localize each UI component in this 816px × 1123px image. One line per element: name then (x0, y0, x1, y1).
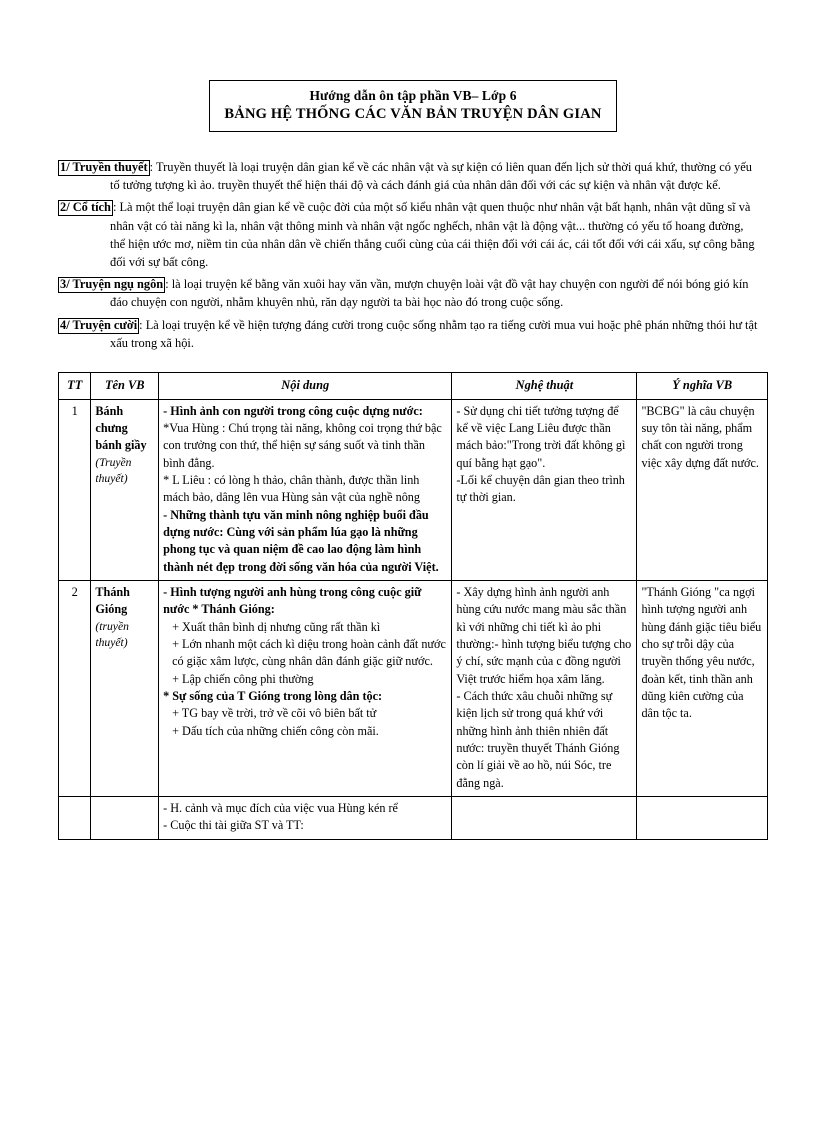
definition-lead-2: : Là một thể loại truyện dân gian kể về cuộc đời của một số kiểu nhân vật quen thuộc như nhân vật bất hạnh, nhân vật dũng sĩ và (112, 200, 751, 215)
art-line: - Cách thức xâu chuỗi những sự kiện lịch sử trong quá khứ với những hình ảnh thiên nhiên đất nước: truyền thuyết Thánh Gióng còn lí giải về ao hồ, núi Sóc, tre đằng ngà. (456, 689, 620, 790)
row-meaning (637, 581, 768, 797)
document-subtitle: Hướng dẫn ôn tập phần VB– Lớp 6 (309, 88, 517, 103)
row-title (91, 581, 159, 797)
art-line: - Xây dựng hình ảnh người anh hùng cứu nước mang màu sắc thần kì với những chi tiết kì ảo phi thường:- hình tượng biểu tượng cho ý chí, sức mạnh của c đồng người Việt trước hiểm họa xâm lăng. (456, 585, 632, 686)
definition-line: tố tưởng tượng kì ảo. truyền thuyết thể hiện thái độ và cách đánh giá của nhân dân đối với các sự kiện và nhân vật được kể. (110, 178, 721, 193)
definition-lead-1: : Truyền thuyết là loại truyện dân gian kể về các nhân vật và sự kiện có liên quan đến lịch sử thời quá khứ, thường có yếu (149, 159, 752, 174)
column-header-ten-vb: Tên VB (91, 373, 159, 400)
table-row (59, 796, 768, 839)
meaning-line: "Thánh Gióng "ca ngợi hình tượng người anh hùng đánh giặc tiêu biểu cho sự trỗi dậy của truyền thống yêu nước, đoàn kết, tinh thần anh dũng kiên cường của dân tộc ta. (641, 585, 762, 721)
row-number: 1 (59, 399, 91, 580)
definition-line: xấu trong xã hội. (110, 335, 194, 350)
content-line: + Lập chiến công phi thường (172, 671, 314, 686)
art-line: -Lối kể chuyện dân gian theo trình tự thời gian. (456, 473, 625, 505)
row-art (452, 399, 637, 580)
table-row (59, 399, 768, 580)
definition-line: nhân vật có tài năng kì la, nhân vật thông minh và nhân vật ngốc nghếch, nhân vật là động vật... thường có yếu tố hoang đường, (110, 218, 744, 233)
table-header-row (59, 373, 768, 400)
definition-line: đối với sự bất công. (110, 254, 209, 269)
title-block (58, 80, 768, 132)
content-line: - H. cảnh và mục đích của việc vua Hùng kén rể (163, 800, 398, 815)
definitions-section (58, 158, 768, 352)
row-number (59, 796, 91, 839)
definition-line: đáo chuyện con người, nhằm khuyên nhủ, răn dạy người ta bài học nào đó trong cuộc sống. (110, 295, 564, 310)
document-title: BẢNG HỆ THỐNG CÁC VĂN BẢN TRUYỆN DÂN GIAN (224, 106, 602, 123)
content-line: + Dấu tích của những chiến công còn mãi. (172, 723, 379, 738)
meaning-line: "BCBG" là câu chuyện suy tôn tài năng, phẩm chất con người trong việc xây dựng đất nước. (641, 403, 759, 470)
definition-label-2: 2/ Cổ tích (60, 200, 111, 215)
row-meaning (637, 399, 768, 580)
content-line: + Xuất thân bình dị nhưng cũng rất thần kì (172, 619, 381, 634)
summary-table (58, 372, 768, 839)
row-title (91, 399, 159, 580)
definition-line: thể hiện ước mơ, niềm tin của nhân dân về chiến thắng cuối cùng của cái thiện đối với cái ác, cái tốt đối với cái xấu, sự công bằng (110, 236, 755, 251)
content-line: + Lớn nhanh một cách kì diệu trong hoàn cảnh đất nước có giặc xâm lược, cùng nhân dân đánh giặc giữ nước. (172, 637, 446, 669)
content-line: * Sự sống của T Gióng trong lòng dân tộc: (163, 689, 383, 704)
vb-name-line: chưng (95, 421, 128, 436)
definition-label-3: 3/ Truyện ngụ ngôn (60, 277, 164, 292)
definition-item-3 (58, 275, 768, 311)
content-line: - Cuộc thi tài giữa ST và TT: (163, 818, 304, 833)
content-line: - Hình tượng người anh hùng trong công cuộc giữ nước * Thánh Gióng: (163, 585, 422, 617)
title-box (209, 80, 616, 132)
definition-lead-4: : Là loại truyện kể về hiện tượng đáng cười trong cuộc sống nhằm tạo ra tiếng cười mua vui hoặc phê phán những thói hư tật (139, 317, 758, 332)
definition-item-1 (58, 158, 768, 194)
definition-label-4: 4/ Truyện cười (60, 317, 138, 332)
row-art (452, 581, 637, 797)
content-line: - Những thành tựu văn minh nông nghiệp buổi đầu dựng nước: Cùng với sản phẩm lúa gạo là những phong tục và quan niệm đề cao lao động làm hình thành nét đẹp trong đời sống văn hóa của người Việt. (163, 507, 439, 574)
vb-name-line: Gióng (95, 602, 128, 617)
vb-genre-line: (Truyền (95, 455, 132, 469)
column-header-tt: TT (59, 373, 91, 400)
row-meaning (637, 796, 768, 839)
table-row (59, 581, 768, 797)
definition-item-2 (58, 198, 768, 271)
vb-genre-line: thuyết) (95, 472, 128, 486)
definition-label-1: 1/ Truyền thuyết (60, 159, 148, 174)
definition-lead-3: : là loại truyện kể bằng văn xuôi hay văn vần, mượn chuyện loài vật đồ vật hay chuyện con người để nói bóng gió kín (165, 277, 749, 292)
content-line: + TG bay về trời, trở về cõi vô biên bất tử (172, 706, 377, 721)
content-line: - Hình ảnh con người trong công cuộc dựng nước: (163, 403, 423, 418)
column-header-nghe-thuat: Nghệ thuật (452, 373, 637, 400)
content-line: *Vua Hùng : Chú trọng tài năng, không coi trọng thứ bậc con trưởng con thứ, thể hiện sự sáng suốt và tinh thần bình đẳng. (163, 421, 442, 470)
row-art (452, 796, 637, 839)
definition-item-4 (58, 316, 768, 352)
row-content (159, 581, 452, 797)
vb-name-line: bánh giầy (95, 438, 147, 453)
row-title (91, 796, 159, 839)
content-line: * L Liêu : có lòng h thảo, chân thành, được thần linh mách bảo, dâng lên vua Hùng sản vật của nghề nông (163, 473, 420, 505)
row-content (159, 399, 452, 580)
vb-name-line: Bánh (95, 403, 124, 418)
row-number: 2 (59, 581, 91, 797)
vb-genre-line: (truyền (95, 619, 129, 633)
vb-name-line: Thánh (95, 585, 130, 600)
column-header-y-nghia: Ý nghĩa VB (637, 373, 768, 400)
row-content (159, 796, 452, 839)
column-header-noi-dung: Nội dung (159, 373, 452, 400)
vb-genre-line: thuyết) (95, 636, 128, 650)
art-line: - Sử dụng chi tiết tưởng tượng để kể về việc Lang Liêu được thần mách bảo:"Trong trời đất không gì quí bằng hạt gạo". (456, 403, 626, 470)
